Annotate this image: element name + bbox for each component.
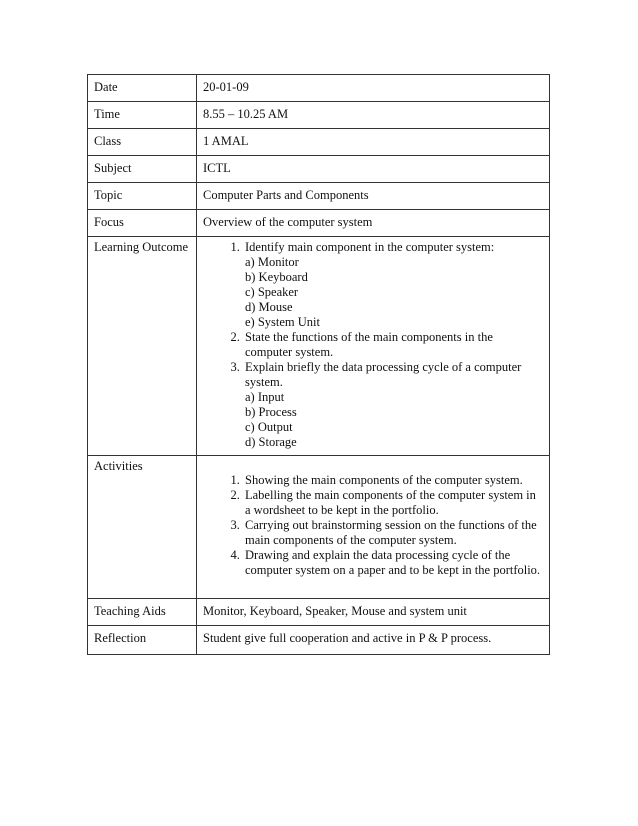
row-focus — [88, 210, 550, 237]
teaching-aids-label — [88, 599, 197, 626]
activity-item: 4. Drawing and explain the data processing cycle of the computer system on a paper and to be kept in the portfolio. — [243, 548, 543, 578]
activities-label-text: Activities — [94, 459, 143, 473]
sub-item: d) Mouse — [245, 300, 293, 314]
sub-item: b) Process — [245, 405, 297, 419]
subject-value-text: ICTL — [203, 161, 231, 175]
learning-outcome-label-text: Learning Outcome — [94, 240, 189, 254]
learning-outcome-item — [243, 240, 543, 330]
learning-outcome-sublist — [245, 255, 543, 330]
row-time — [88, 102, 550, 129]
date-value-text: 20-01-09 — [203, 80, 249, 94]
time-label — [88, 102, 197, 129]
row-activities — [88, 456, 550, 599]
time-value — [197, 102, 550, 129]
learning-outcome-item-text: State the functions of the main components in the computer system. — [245, 330, 493, 359]
topic-value — [197, 183, 550, 210]
class-value — [197, 129, 550, 156]
date-label — [88, 75, 197, 102]
sub-item: a) Input — [245, 390, 285, 404]
learning-outcome-list — [203, 240, 543, 450]
focus-label — [88, 210, 197, 237]
sub-item: b) Keyboard — [245, 270, 308, 284]
date-label-text: Date — [94, 80, 118, 94]
learning-outcome-label — [88, 237, 197, 456]
activity-item: 1. Showing the main components of the computer system. — [243, 473, 543, 488]
reflection-value-text: Student give full cooperation and active in P & P process. — [203, 631, 492, 645]
activities-list — [203, 473, 543, 578]
row-teaching-aids — [88, 599, 550, 626]
reflection-label-text: Reflection — [94, 631, 147, 645]
time-label-text: Time — [94, 107, 120, 121]
row-topic — [88, 183, 550, 210]
learning-outcome-item-text: Explain briefly the data processing cycle of a computer system. — [245, 360, 522, 389]
activities-value — [197, 456, 550, 599]
date-value — [197, 75, 550, 102]
class-value-text: 1 AMAL — [203, 134, 249, 148]
row-date — [88, 75, 550, 102]
row-learning-outcome — [88, 237, 550, 456]
lesson-plan-table — [87, 74, 550, 655]
sub-item: c) Output — [245, 420, 293, 434]
sub-item: c) Speaker — [245, 285, 299, 299]
time-value-text: 8.55 – 10.25 AM — [203, 107, 289, 121]
row-reflection — [88, 626, 550, 655]
focus-value-text: Overview of the computer system — [203, 215, 373, 229]
learning-outcome-item — [243, 360, 543, 450]
topic-value-text: Computer Parts and Components — [203, 188, 369, 202]
teaching-aids-label-text: Teaching Aids — [94, 604, 166, 618]
reflection-label — [88, 626, 197, 655]
teaching-aids-value-text: Monitor, Keyboard, Speaker, Mouse and system unit — [203, 604, 467, 618]
subject-label-text: Subject — [94, 161, 132, 175]
activity-item: 2. Labelling the main components of the computer system in a wordsheet to be kept in the portfolio. — [243, 488, 543, 518]
subject-label — [88, 156, 197, 183]
topic-label — [88, 183, 197, 210]
class-label — [88, 129, 197, 156]
class-label-text: Class — [94, 134, 122, 148]
reflection-value — [197, 626, 550, 655]
learning-outcome-sublist — [245, 390, 543, 450]
learning-outcome-item-text: Identify main component in the computer system: — [245, 240, 495, 254]
subject-value — [197, 156, 550, 183]
sub-item: d) Storage — [245, 435, 297, 449]
sub-item: a) Monitor — [245, 255, 299, 269]
row-subject — [88, 156, 550, 183]
learning-outcome-item — [243, 330, 543, 360]
activity-item: 3. Carrying out brainstorming session on the functions of the main components of the computer system. — [243, 518, 543, 548]
focus-value — [197, 210, 550, 237]
sub-item: e) System Unit — [245, 315, 320, 329]
row-class — [88, 129, 550, 156]
learning-outcome-value — [197, 237, 550, 456]
teaching-aids-value — [197, 599, 550, 626]
focus-label-text: Focus — [94, 215, 124, 229]
activities-label — [88, 456, 197, 599]
topic-label-text: Topic — [94, 188, 123, 202]
